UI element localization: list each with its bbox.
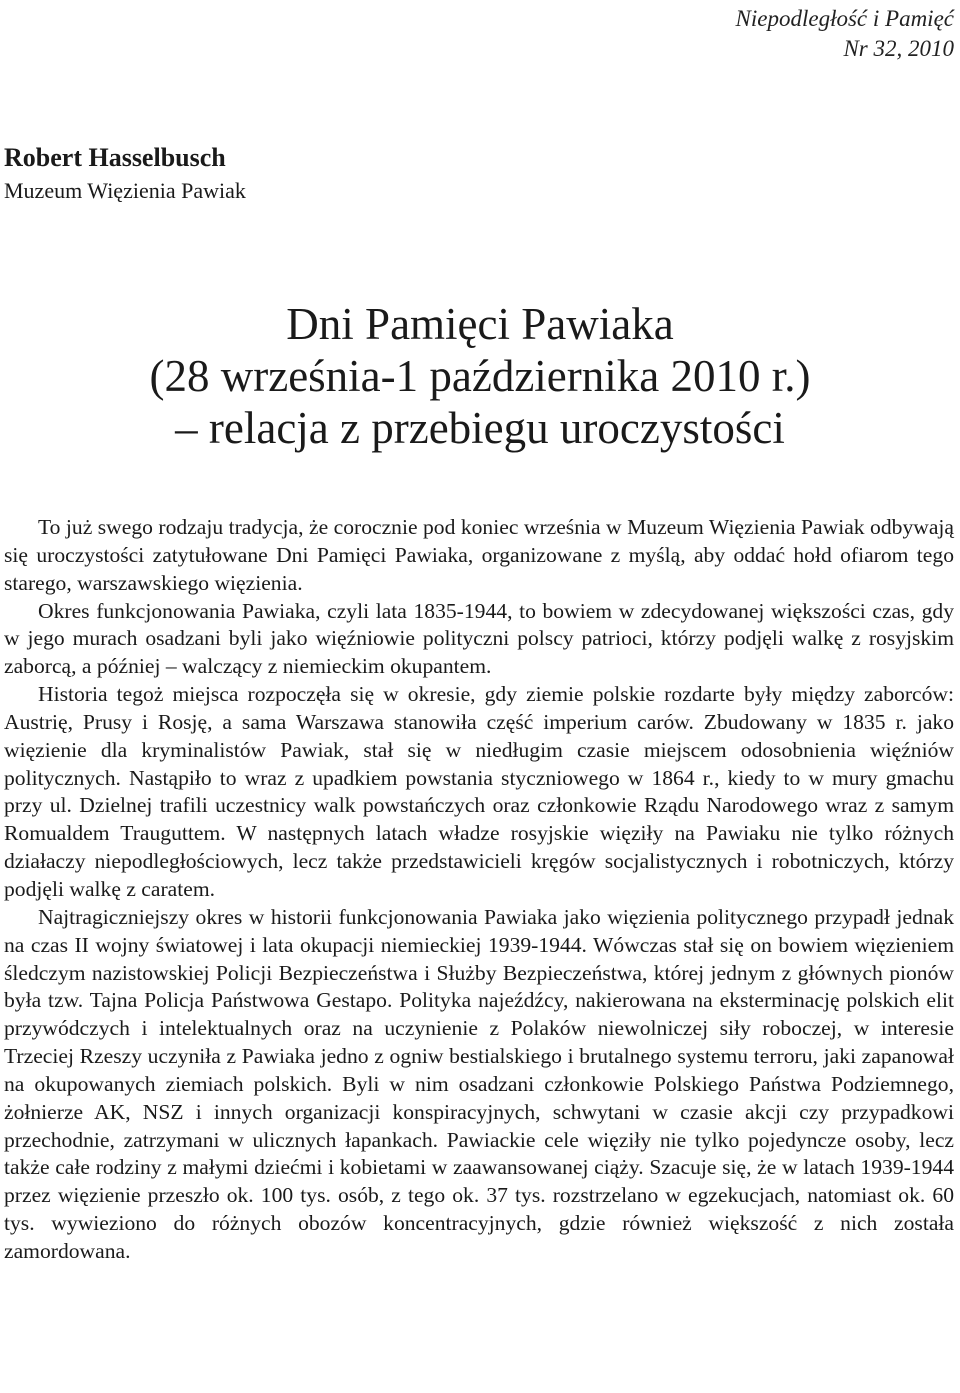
article-title bbox=[0, 298, 960, 454]
paragraph-3: Historia tegoż miejsca rozpoczęła się w okresie, gdy ziemie polskie rozdarte były między zaborców: Austrię, Prusy i Rosję, a sama Warszawa stanowiła część imperium carów. Zbudowany w 1835 r. jako więzienie dla kryminalistów Pawiak, stał się w niedługim czasie miejscem odosobnienia więźniów politycznych. Nastąpiło to wraz z upadkiem powstania styczniowego w 1864 r., kiedy to w mury gmachu przy ul. Dzielnej trafili uczestnicy walk powstańczych oraz członkowie Rządu Narodowego wraz z samym Romualdem Trauguttem. W następnych latach władze rosyjskie więziły na Pawiaku nie tylko różnych działaczy niepodległościowych, lecz także przedstawicieli kręgów socjalistycznych i robotniczych, którzy podjęli walkę z caratem. bbox=[4, 682, 954, 901]
journal-header bbox=[736, 4, 954, 64]
author-affiliation: Muzeum Więzienia Pawiak bbox=[4, 178, 246, 203]
journal-issue: Nr 32, 2010 bbox=[843, 36, 954, 61]
title-line-2: (28 września-1 października 2010 r.) bbox=[149, 351, 811, 401]
title-line-3: – relacja z przebiegu uroczystości bbox=[175, 403, 785, 453]
article-body bbox=[4, 514, 954, 1266]
title-line-1: Dni Pamięci Pawiaka bbox=[286, 299, 674, 349]
author-block bbox=[4, 142, 246, 208]
paragraph-1: To już swego rodzaju tradycja, że corocznie pod koniec września w Muzeum Więzienia Pawiak odbywają się uroczystości zatytułowane Dni Pamięci Pawiaka, organizowane z myślą, aby oddać hołd ofiarom tego starego, warszawskiego więzienia. bbox=[4, 515, 954, 595]
paragraph-4: Najtragiczniejszy okres w historii funkcjonowania Pawiaka jako więzienia politycznego przypadł jednak na czas II wojny światowej i lata okupacji niemieckiej 1939-1944. Wówczas stał się on bowiem więzieniem śledczym nazistowskiej Policji Bezpieczeństwa i Służby Bezpieczeństwa, której jednym z głównych pionów była tzw. Tajna Policja Państwowa Gestapo. Polityka najeźdźcy, nakierowana na eksterminację polskich elit przywódczych i intelektualnych oraz na uczynienie z Polaków niewolniczej siły roboczej, w interesie Trzeciej Rzeszy uczyniła z Pawiaka jedno z ogniw bestialskiego i brutalnego systemu terroru, jaki zapanował na okupowanych ziemiach polskich. Byli w nim osadzani członkowie Polskiego Państwa Podziemnego, żołnierze AK, NSZ i innych organizacji konspiracyjnych, schwytani w czasie akcji czy przypadkowi przechodnie, zatrzymani w ulicznych łapankach. Pawiackie cele więziły nie tylko pojedyncze osoby, lecz także całe rodziny z małymi dziećmi i kobietami w zaawansowanej ciąży. Szacuje się, że w latach 1939-1944 przez więzienie przeszło ok. 100 tys. osób, z tego ok. 37 tys. rozstrzelano w egzekucjach, natomiast ok. 60 tys. wywieziono do różnych obozów koncentracyjnych, gdzie również większość z nich została zamordowana. bbox=[4, 904, 954, 1263]
author-name: Robert Hasselbusch bbox=[4, 143, 226, 172]
journal-name: Niepodległość i Pamięć bbox=[735, 6, 954, 31]
paragraph-2: Okres funkcjonowania Pawiaka, czyli lata 1835-1944, to bowiem w zdecydowanej większości czas, gdy w jego murach osadzani byli jako więźniowie polityczni polscy patrioci, którzy podjęli walkę z rosyjskim zaborcą, a później – walczący z niemieckim okupantem. bbox=[4, 598, 954, 679]
